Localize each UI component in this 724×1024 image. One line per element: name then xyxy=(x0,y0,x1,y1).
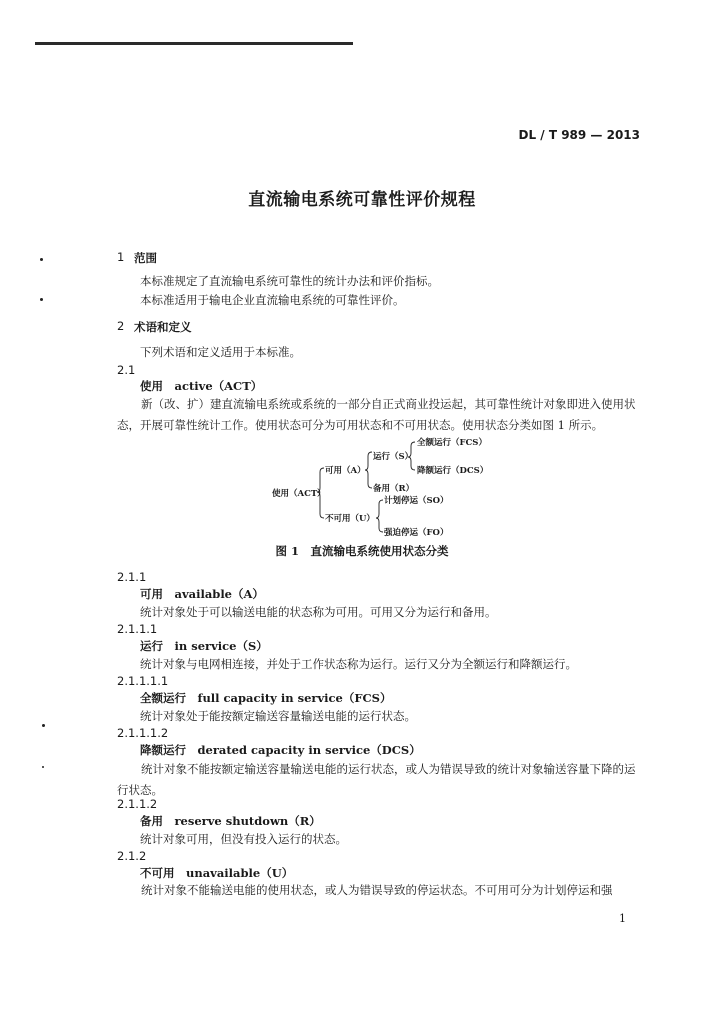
term-definition: 统计对象处于能按额定输送容量输送电能的运行状态。 xyxy=(140,709,416,723)
section-title: 术语和定义 xyxy=(134,320,192,334)
label-act: 使用（ACT） xyxy=(272,489,326,499)
label-r: 备用（R） xyxy=(373,484,415,494)
clause-number: 2.1.1.1 xyxy=(117,622,158,636)
term-definition: 新（改、扩）建直流输电系统或系统的一部分自正式商业投运起，其可靠性统计对象即进入使用状态，开展可靠性统计工作。使用状态可分为可用状态和不可用状态。使用状态分类如图 1 所示。 xyxy=(117,397,636,432)
term-definition: 统计对象不能输送电能的使用状态，或人为错误导致的停运状态。不可用可分为计划停运和强 xyxy=(141,883,613,897)
standard-number: DL / T 989 — 2013 xyxy=(518,128,640,142)
term-definition: 统计对象与电网相连接，并处于工作状态称为运行。运行又分为全额运行和降额运行。 xyxy=(140,657,577,671)
brace-a xyxy=(365,452,372,488)
state-classification-diagram xyxy=(262,432,512,544)
brace-u xyxy=(376,500,383,532)
scan-speck xyxy=(40,298,43,301)
term-heading: 降额运行 derated capacity in service（DCS） xyxy=(140,743,421,757)
clause-number: 2.1.1 xyxy=(117,570,147,584)
section-title: 范围 xyxy=(134,251,157,265)
clause-number: 2.1.1.1.1 xyxy=(117,674,169,688)
label-dcs: 降额运行（DCS） xyxy=(417,466,489,476)
term-heading: 不可用 unavailable（U） xyxy=(140,866,294,880)
header-rule xyxy=(35,42,353,45)
document-title: 直流输电系统可靠性评价规程 xyxy=(248,190,476,210)
term-heading: 备用 reserve shutdown（R） xyxy=(140,814,321,828)
clause-number: 2.1.1.2 xyxy=(117,797,158,811)
label-fcs: 全额运行（FCS） xyxy=(417,438,487,448)
term-heading: 全额运行 full capacity in service（FCS） xyxy=(140,691,392,705)
paragraph: 本标准适用于输电企业直流输电系统的可靠性评价。 xyxy=(140,293,405,307)
paragraph: 本标准规定了直流输电系统可靠性的统计办法和评价指标。 xyxy=(140,274,439,288)
label-so: 计划停运（SO） xyxy=(384,496,449,506)
term-heading: 可用 available（A） xyxy=(140,587,264,601)
label-u: 不可用（U） xyxy=(325,514,375,524)
scan-speck xyxy=(42,724,45,727)
term-definition: 统计对象不能按额定输送容量输送电能的运行状态，或人为错误导致的统计对象输送容量下降的运行状态。 xyxy=(117,762,636,797)
label-s: 运行（S） xyxy=(373,452,414,462)
label-a: 可用（A） xyxy=(325,466,366,476)
clause-number: 2.1.2 xyxy=(117,849,147,863)
figure-caption: 图 1 直流输电系统使用状态分类 xyxy=(275,544,449,558)
section-number: 2 xyxy=(117,319,125,333)
paragraph: 下列术语和定义适用于本标准。 xyxy=(140,345,301,359)
term-definition: 统计对象可用，但没有投入运行的状态。 xyxy=(140,832,347,846)
clause-number: 2.1.1.1.2 xyxy=(117,726,169,740)
term-definition: 统计对象处于可以输送电能的状态称为可用。可用又分为运行和备用。 xyxy=(140,605,497,619)
section-number: 1 xyxy=(117,250,125,264)
scan-speck xyxy=(40,258,43,261)
term-heading: 使用 active（ACT） xyxy=(140,379,263,393)
scan-speck xyxy=(42,766,44,768)
clause-number: 2.1 xyxy=(117,363,136,377)
label-fo: 强迫停运（FO） xyxy=(384,528,449,538)
page-number: 1 xyxy=(619,912,626,925)
term-heading: 运行 in service（S） xyxy=(140,639,268,653)
